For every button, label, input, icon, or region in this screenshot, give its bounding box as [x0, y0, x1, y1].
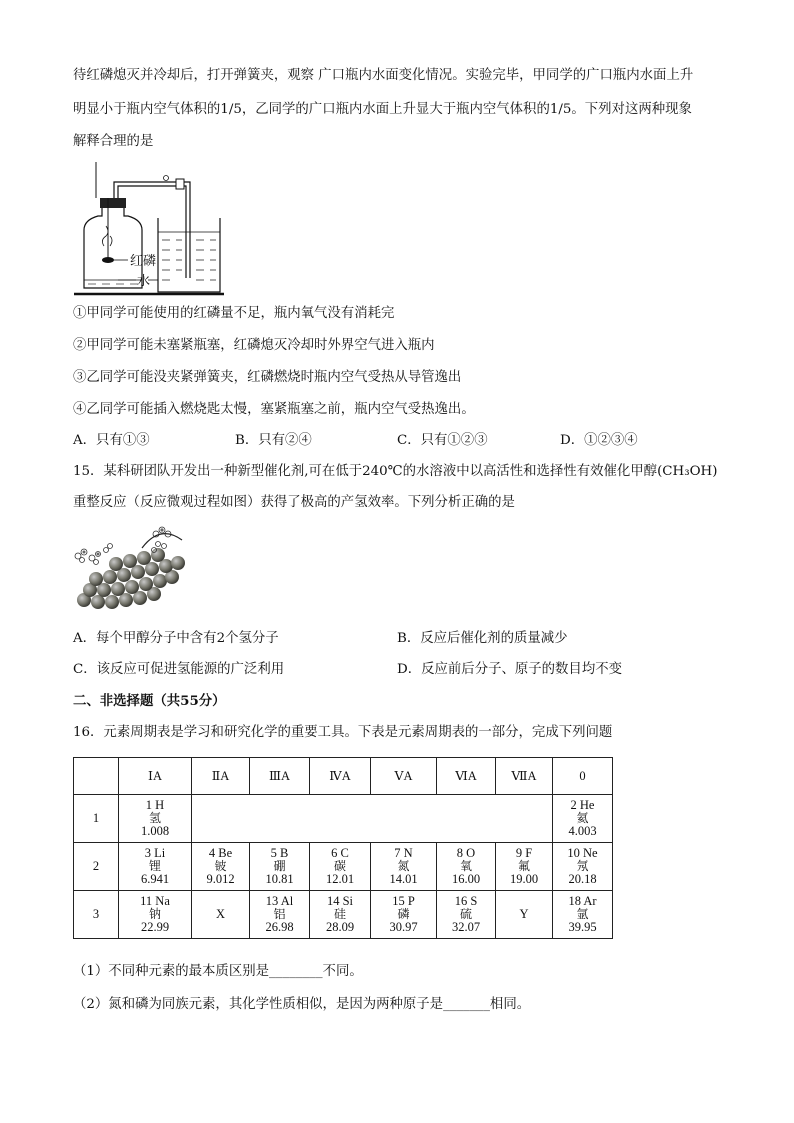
element-number: 3 Li — [144, 846, 166, 860]
element-number: 16 S — [454, 894, 478, 908]
empty-span-cell — [192, 795, 553, 843]
period-label: 1 — [74, 795, 119, 843]
element-name: 氦 — [576, 811, 589, 825]
element-number: 18 Ar — [568, 894, 597, 908]
section-heading: 二、非选择题（共55分） — [73, 693, 226, 709]
header-cell: ⅡA — [192, 758, 250, 795]
element-mass: 20.18 — [568, 872, 597, 886]
element-mass: 32.07 — [451, 920, 481, 934]
element-number: 4 Be — [208, 846, 233, 860]
element-name: 氖 — [576, 859, 589, 873]
q14-option-c[interactable]: C．只有①②③ — [397, 433, 488, 448]
period-2-row — [74, 843, 613, 891]
q15-text-line2: 重整反应（反应微观过程如图）获得了极高的产氢效率。下列分析正确的是 — [73, 495, 515, 510]
element-cell — [119, 891, 192, 939]
periodic-table — [73, 757, 613, 939]
unknown-element-y: Y — [519, 907, 529, 921]
period-1-row — [74, 795, 613, 843]
header-cell: ⅥA — [437, 758, 496, 795]
element-name: 钠 — [148, 907, 161, 921]
unknown-element-x: X — [215, 907, 226, 921]
catalyst-figure — [70, 520, 220, 612]
element-number: 8 O — [456, 846, 476, 860]
q14-option-d[interactable]: D．①②③④ — [560, 433, 638, 448]
period-3-row — [74, 891, 613, 939]
element-name: 氧 — [459, 859, 472, 873]
q15-option-d[interactable]: D．反应前后分子、原子的数目均不变 — [397, 662, 622, 677]
element-mass: 22.99 — [140, 920, 170, 934]
header-row — [74, 758, 613, 795]
q14-text-line2: 明显小于瓶内空气体积的1/5，乙同学的广口瓶内水面上升显大于瓶内空气体积的1/5。下列对这两种现象 — [73, 102, 692, 117]
element-mass: 30.97 — [389, 920, 418, 934]
element-number: 9 F — [515, 846, 533, 860]
q14-statement-4: ④乙同学可能插入燃烧匙太慢，塞紧瓶塞之前，瓶内空气受热逸出。 — [73, 402, 475, 417]
element-number: 10 Ne — [567, 846, 598, 860]
element-number: 14 Si — [326, 894, 354, 908]
period-label: 2 — [74, 843, 119, 891]
q15-text-line1: 15．某科研团队开发出一种新型催化剂,可在低于240℃的水溶液中以高活性和选择性有效催化甲醇(CH₃OH) — [73, 464, 718, 479]
element-name: 硅 — [333, 907, 346, 921]
element-name: 铝 — [273, 907, 286, 921]
element-cell — [496, 843, 553, 891]
element-name: 磷 — [397, 907, 410, 921]
element-mass: 9.012 — [206, 872, 235, 886]
element-mass: 16.00 — [451, 872, 481, 886]
header-cell: ⅢA — [250, 758, 310, 795]
q14-statement-2: ②甲同学可能未塞紧瓶塞，红磷熄灭冷却时外界空气进入瓶内 — [73, 338, 435, 353]
element-name: 硫 — [459, 907, 472, 921]
element-cell-y — [496, 891, 553, 939]
element-number: 2 He — [570, 798, 595, 812]
element-cell — [250, 891, 310, 939]
q15-option-b[interactable]: B．反应后催化剂的质量减少 — [397, 631, 568, 646]
element-mass: 26.98 — [265, 920, 294, 934]
label-red-phosphorus: 红磷 — [130, 254, 157, 269]
element-cell — [192, 843, 250, 891]
apparatus-figure — [70, 160, 230, 300]
element-cell-he — [553, 795, 613, 843]
element-number: 15 P — [392, 894, 415, 908]
element-name: 碳 — [333, 859, 346, 873]
element-number: 13 Al — [265, 894, 294, 908]
header-cell — [74, 758, 119, 795]
element-mass: 19.00 — [509, 872, 539, 886]
element-mass: 6.941 — [140, 872, 170, 886]
element-number: 1 H — [145, 798, 165, 812]
q15-option-c[interactable]: C．该反应可促进氢能源的广泛利用 — [73, 662, 285, 677]
element-cell — [310, 891, 371, 939]
element-name: 氢 — [148, 811, 161, 825]
element-mass: 12.01 — [325, 872, 355, 886]
element-cell — [371, 843, 437, 891]
q15-option-a[interactable]: A．每个甲醇分子中含有2个氢分子 — [73, 631, 279, 646]
header-cell: ⅠA — [119, 758, 192, 795]
element-cell — [437, 843, 496, 891]
header-cell: 0 — [553, 758, 613, 795]
element-cell — [553, 843, 613, 891]
element-cell — [553, 891, 613, 939]
element-name: 氟 — [517, 859, 530, 873]
element-number: 6 C — [331, 846, 349, 860]
element-cell — [371, 891, 437, 939]
element-mass: 1.008 — [140, 824, 170, 838]
q14-option-b[interactable]: B．只有②④ — [235, 433, 312, 448]
element-cell — [250, 843, 310, 891]
q14-option-a[interactable]: A．只有①③ — [73, 433, 150, 448]
period-label: 3 — [74, 891, 119, 939]
element-number: 7 N — [394, 846, 413, 860]
q16-intro: 16．元素周期表是学习和研究化学的重要工具。下表是元素周期表的一部分，完成下列问题 — [73, 725, 613, 740]
q14-statement-3: ③乙同学可能没夹紧弹簧夹，红磷燃烧时瓶内空气受热从导管逸出 — [73, 370, 462, 385]
q14-text-line1: 待红磷熄灭并冷却后，打开弹簧夹，观察 广口瓶内水面变化情况。实验完毕，甲同学的广口瓶内水面上升 — [73, 68, 694, 83]
element-number: 11 Na — [140, 894, 170, 908]
element-number: 5 B — [270, 846, 289, 860]
q14-statement-1: ①甲同学可能使用的红磷量不足，瓶内氧气没有消耗完 — [73, 306, 395, 321]
element-name: 锂 — [148, 859, 161, 873]
element-mass: 4.003 — [568, 824, 597, 838]
element-mass: 14.01 — [389, 872, 418, 886]
q16-sub2: （2）氮和磷为同族元素，其化学性质相似，是因为两种原子是_______相同。 — [73, 997, 531, 1012]
label-water: 水 — [137, 274, 151, 289]
element-cell-x — [192, 891, 250, 939]
header-cell: ⅤA — [371, 758, 437, 795]
element-mass: 39.95 — [568, 920, 597, 934]
element-cell — [437, 891, 496, 939]
element-cell — [310, 843, 371, 891]
element-mass: 10.81 — [265, 872, 294, 886]
element-cell-h — [119, 795, 192, 843]
q14-text-line3: 解释合理的是 — [73, 134, 154, 149]
header-cell: ⅣA — [310, 758, 371, 795]
element-name: 氩 — [576, 907, 589, 921]
element-name: 铍 — [214, 859, 227, 873]
element-name: 硼 — [273, 859, 286, 873]
element-name: 氮 — [397, 859, 410, 873]
header-cell: ⅦA — [496, 758, 553, 795]
q16-sub1: （1）不同种元素的最本质区别是________不同。 — [73, 964, 363, 979]
element-cell — [119, 843, 192, 891]
element-mass: 28.09 — [325, 920, 355, 934]
